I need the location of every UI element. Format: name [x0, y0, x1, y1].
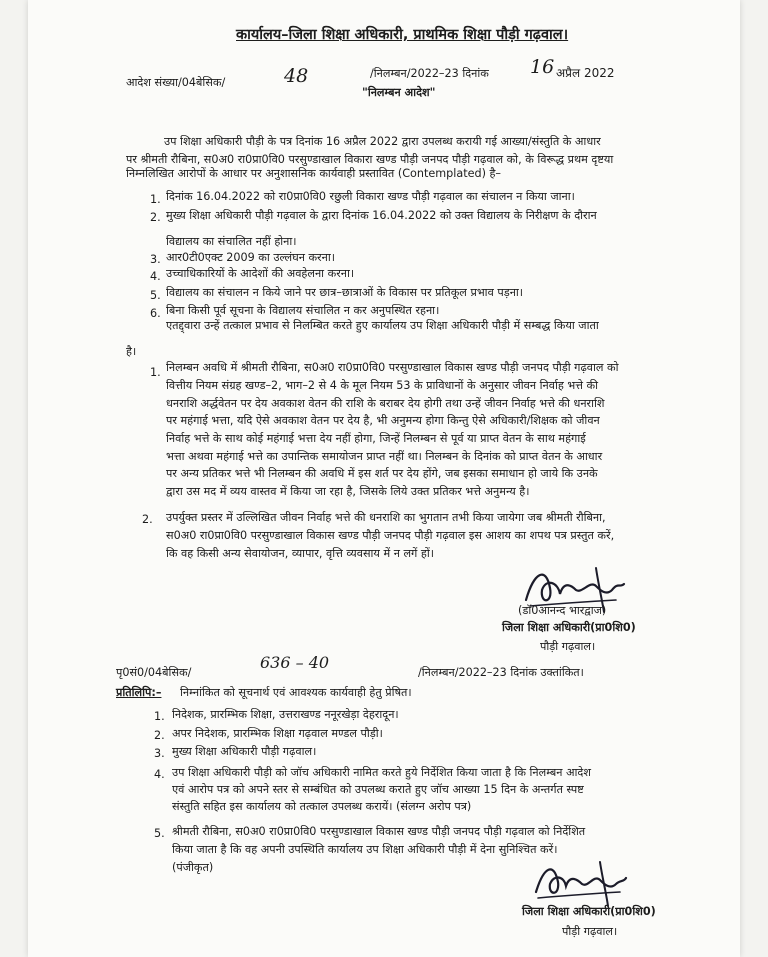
office-title: कार्यालय–जिला शिक्षा अधिकारी, प्राथमिक शिक्षा पौड़ी गढ़वाल। — [236, 27, 569, 43]
point-text: पर अन्य प्रतिकर भत्ते भी निलम्बन की अवधि में इस शर्त पर देय होंगे, जब इसका समाधान हो जाये कि उनके — [166, 467, 598, 480]
signatory-place-2: पौड़ी गढ़वाल। — [562, 925, 618, 938]
intro-line-1: उप शिक्षा अधिकारी पौड़ी के पत्र दिनांक 16 अप्रैल 2022 द्वारा उपलब्ध करायी गई आख्या/संस्तुति के आधार — [164, 135, 601, 148]
charge-number: 1. — [150, 193, 161, 206]
point-text: उपर्युक्त प्रस्तर में उल्लिखित जीवन निर्वाह भत्ते की धनराशि का भुगतान तभी किया जायेगा जब श्रीमती रौबिना, — [166, 511, 606, 524]
charge-number: 2. — [150, 211, 161, 224]
copy-item-text: किया जाता है कि वह अपनी उपस्थिति कार्यालय उप शिक्षा अधिकारी पौड़ी में देना सुनिश्चित करें। — [172, 843, 558, 856]
signatory-name: (डॉ0आनन्द भारद्वाज) — [518, 604, 607, 617]
signatory-designation-2: जिला शिक्षा अधिकारी(प्रा0शि0) — [522, 905, 656, 918]
copy-item-number: 4. — [154, 768, 165, 781]
suspension-line-1: एतद्द्वारा उन्हें तत्काल प्रभाव से निलम्बित करते हुए कार्यालय उप शिक्षा अधिकारी पौड़ी में सम्बद्ध किया जाता — [166, 319, 599, 332]
suspension-line-2: है। — [126, 345, 137, 358]
charge-text: दिनांक 16.04.2022 को रा0प्रा0वि0 रछुली विकारा खण्ड पौड़ी गढ़वाल का संचालन न किया जाना। — [166, 190, 575, 203]
copy-item-text: संस्तुति सहित इस कार्यालय को तत्काल उपलब्ध करायें। (संलग्न अरोप पत्र) — [172, 800, 472, 813]
copy-item-text: (पंजीकृत) — [172, 861, 214, 874]
charge-text: उच्चाधिकारियों के आदेशों की अवहेलना करना। — [166, 267, 355, 280]
point-text: कि वह किसी अन्य सेवायोजन, व्यापार, वृत्ति व्यवसाय में न लगें हों। — [166, 547, 434, 560]
order-number-handwritten: 48 — [284, 65, 309, 87]
charge-text: विद्यालय का संचालित नहीं होना। — [166, 235, 297, 248]
intro-line-3: निम्नलिखित आरोपों के आधार पर अनुशासनिक कार्यवाही प्रस्तावित (Contemplated) है– — [126, 167, 502, 180]
copy-item-text: श्रीमती रौबिना, स0अ0 रा0प्रा0वि0 परसुण्डाखाल विकास खण्ड पौड़ी जनपद पौड़ी गढ़वाल को निर्देशित — [172, 825, 586, 838]
order-number-suffix: /निलम्बन/2022–23 दिनांक — [370, 67, 489, 80]
order-month-year: अप्रैल 2022 — [556, 66, 615, 80]
charge-number: 3. — [150, 253, 161, 266]
copy-item-text: एवं आरोप पत्र को अपने स्तर से सम्बंधित को उपलब्ध कराते हुए जॉच आख्या 15 दिन के अन्तर्गत स्पष्ट — [172, 783, 584, 796]
charge-text: आर0टी0एक्ट 2009 का उल्लंघन करना। — [166, 251, 335, 264]
charge-number: 5. — [150, 289, 161, 302]
order-type-heading: "निलम्बन आदेश" — [362, 86, 436, 99]
copy-item-text: निदेशक, प्रारम्भिक शिक्षा, उत्तराखण्ड ननूरखेड़ा देहरादून। — [172, 708, 399, 721]
copy-label: प्रतिलिपि:– — [116, 686, 162, 699]
point-text: धनराशि अर्द्धवेतन पर देय अवकाश वेतन की राशि के बराबर देय होगी तथा उन्हें जीवन निर्वाह भत्ते की धनराशि — [166, 397, 605, 410]
copy-item-text: उप शिक्षा अधिकारी पौड़ी को जॉच अधिकारी नामित करते हुये निर्देशित किया जाता है कि निलम्बन आदेश — [172, 766, 591, 779]
charge-text: विद्यालय का संचालन न किये जाने पर छात्र–छात्राओं के विकास पर प्रतिकूल प्रभाव पड़ना। — [166, 286, 524, 299]
order-number-prefix: आदेश संख्या/04बेसिक/ — [126, 76, 226, 89]
point-text: पर महंगाई भत्ता, यदि ऐसे अवकाश वेतन पर देय है, भी अनुमन्य होगा किन्तु ऐसे अधिकारी/शिक्षक को जीवन — [166, 414, 600, 427]
copy-number-handwritten: 636 – 40 — [260, 653, 330, 672]
signatory-place: पौड़ी गढ़वाल। — [540, 640, 596, 653]
copy-number-suffix: /निलम्बन/2022–23 दिनांक उक्तांकित। — [418, 666, 584, 679]
order-day-handwritten: 16 — [530, 56, 555, 78]
point-text: वित्तीय नियम संग्रह खण्ड–2, भाग–2 से 4 के मूल नियम 53 के प्राविधानों के अनुसार जीवन निर्वाह भत्ते की — [166, 379, 599, 392]
signatory-designation: जिला शिक्षा अधिकारी(प्रा0शि0) — [502, 621, 636, 634]
copy-item-number: 5. — [154, 827, 165, 840]
point-number: 2. — [142, 513, 153, 526]
point-text: निलम्बन अवधि में श्रीमती रौबिना, स0अ0 रा0प्रा0वि0 परसुण्डाखाल विकास खण्ड पौड़ी जनपद पौड़ी गढ़वाल को — [166, 361, 619, 374]
charge-number: 4. — [150, 270, 161, 283]
copy-item-number: 1. — [154, 710, 165, 723]
copy-item-text: अपर निदेशक, प्रारम्भिक शिक्षा गढ़वाल मण्डल पौड़ी। — [172, 727, 383, 740]
copy-item-number: 2. — [154, 729, 165, 742]
charge-number: 6. — [150, 307, 161, 320]
copy-number-prefix: पृ0सं0/04बेसिक/ — [116, 666, 192, 679]
charge-text: मुख्य शिक्षा अधिकारी पौड़ी गढ़वाल के द्वारा दिनांक 16.04.2022 को उक्त विद्यालय के निरीक्षण के दौरान — [166, 209, 597, 222]
copy-intro-text: निम्नांकित को सूचनार्थ एवं आवश्यक कार्यवाही हेतु प्रेषित। — [180, 686, 412, 699]
charge-text: बिना किसी पूर्व सूचना के विद्यालय संचालित न कर अनुपस्थित रहना। — [166, 304, 440, 317]
point-text: निर्वाह भत्ते के साथ कोई महंगाई भत्ता देय नहीं होगा, जिन्हें निलम्बन से पूर्व या प्राप्त वेतन के साथ महंगाई — [166, 432, 586, 445]
copy-item-text: मुख्य शिक्षा अधिकारी पौड़ी गढ़वाल। — [172, 745, 317, 758]
point-text: स0अ0 रा0प्रा0वि0 परसुण्डाखाल विकास खण्ड पौड़ी जनपद पौड़ी गढ़वाल इस आशय का शपथ पत्र प्रस्तुत करें, — [166, 529, 615, 542]
intro-line-2: पर श्रीमती रौबिना, स0अ0 रा0प्रा0वि0 परसुण्डाखाल विकारा खण्ड पौड़ी जनपद पौड़ी गढ़वाल को, के विरूद्ध प्रथम दृष्टया — [126, 153, 614, 166]
point-text: भत्ता अथवा महंगाई भत्ते का उपान्तिक समायोजन प्राप्त नहीं था। निलम्बन के दिनांक को प्राप्त वेतन के आधार — [166, 450, 603, 463]
point-number: 1. — [150, 366, 161, 379]
point-text: द्वारा उस मद में व्यय वास्तव में किया जा रहा है, जिसके लिये उक्त प्रतिकर भत्ते अनुमन्य है। — [166, 485, 530, 498]
copy-item-number: 3. — [154, 747, 165, 760]
